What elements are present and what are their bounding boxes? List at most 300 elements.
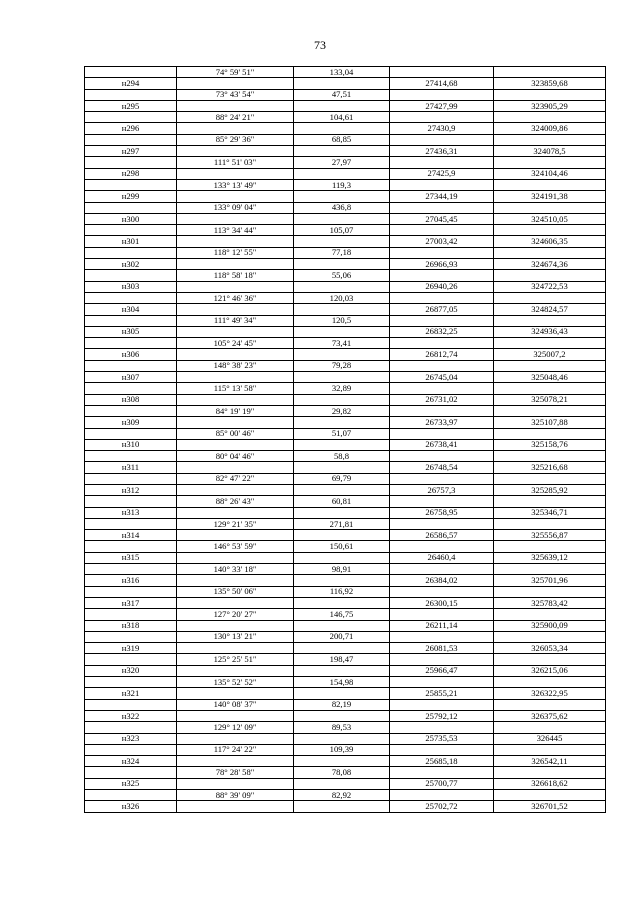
distance-cell: 133,04 <box>294 67 390 78</box>
x-coordinate-cell <box>390 134 494 145</box>
y-coordinate-cell <box>494 518 606 529</box>
distance-cell <box>294 756 390 767</box>
distance-cell: 78,08 <box>294 767 390 778</box>
point-row <box>85 801 606 812</box>
angle-cell: 80° 04' 46" <box>177 451 294 462</box>
y-coordinate-cell <box>494 541 606 552</box>
point-name-cell: н320 <box>85 665 177 676</box>
page-number: 73 <box>314 38 326 52</box>
y-coordinate-cell <box>494 722 606 733</box>
point-name-cell: н306 <box>85 349 177 360</box>
point-name-cell <box>85 157 177 168</box>
x-coordinate-cell: 26966,93 <box>390 259 494 270</box>
point-name-cell <box>85 338 177 349</box>
y-coordinate-cell: 325048,46 <box>494 372 606 383</box>
y-coordinate-cell: 325285,92 <box>494 484 606 495</box>
point-row <box>85 281 606 292</box>
point-name-cell <box>85 744 177 755</box>
angle-cell: 85° 00' 46" <box>177 428 294 439</box>
segment-row <box>85 67 606 78</box>
y-coordinate-cell: 325007,2 <box>494 349 606 360</box>
point-row <box>85 304 606 315</box>
segment-row <box>85 112 606 123</box>
angle-cell: 111° 49' 34" <box>177 315 294 326</box>
x-coordinate-cell <box>390 270 494 281</box>
segment-row <box>85 790 606 801</box>
segment-row <box>85 270 606 281</box>
point-name-cell <box>85 496 177 507</box>
angle-cell <box>177 100 294 111</box>
distance-cell: 82,19 <box>294 699 390 710</box>
angle-cell <box>177 236 294 247</box>
distance-cell <box>294 665 390 676</box>
segment-row <box>85 247 606 258</box>
point-row <box>85 168 606 179</box>
y-coordinate-cell <box>494 744 606 755</box>
distance-cell <box>294 417 390 428</box>
point-name-cell: н299 <box>85 191 177 202</box>
y-coordinate-cell <box>494 383 606 394</box>
y-coordinate-cell <box>494 428 606 439</box>
point-row <box>85 575 606 586</box>
distance-cell: 154,98 <box>294 677 390 688</box>
distance-cell: 271,81 <box>294 518 390 529</box>
distance-cell <box>294 146 390 157</box>
point-name-cell <box>85 790 177 801</box>
angle-cell <box>177 349 294 360</box>
point-name-cell: н321 <box>85 688 177 699</box>
segment-row <box>85 202 606 213</box>
angle-cell <box>177 552 294 563</box>
point-row <box>85 552 606 563</box>
y-coordinate-cell: 324936,43 <box>494 326 606 337</box>
distance-cell <box>294 620 390 631</box>
distance-cell <box>294 778 390 789</box>
angle-cell: 133° 09' 04" <box>177 202 294 213</box>
angle-cell <box>177 484 294 495</box>
x-coordinate-cell: 26384,02 <box>390 575 494 586</box>
angle-cell: 88° 26' 43" <box>177 496 294 507</box>
x-coordinate-cell <box>390 338 494 349</box>
angle-cell <box>177 575 294 586</box>
point-name-cell: н308 <box>85 394 177 405</box>
x-coordinate-cell: 27436,31 <box>390 146 494 157</box>
point-name-cell <box>85 451 177 462</box>
point-row <box>85 665 606 676</box>
point-row <box>85 372 606 383</box>
x-coordinate-cell <box>390 722 494 733</box>
x-coordinate-cell <box>390 631 494 642</box>
angle-cell: 140° 33' 18" <box>177 564 294 575</box>
x-coordinate-cell <box>390 405 494 416</box>
distance-cell <box>294 710 390 721</box>
point-name-cell <box>85 67 177 78</box>
y-coordinate-cell: 325158,76 <box>494 439 606 450</box>
y-coordinate-cell: 326542,11 <box>494 756 606 767</box>
x-coordinate-cell <box>390 292 494 303</box>
x-coordinate-cell <box>390 564 494 575</box>
angle-cell <box>177 191 294 202</box>
segment-row <box>85 473 606 484</box>
x-coordinate-cell: 25685,18 <box>390 756 494 767</box>
distance-cell <box>294 643 390 654</box>
angle-cell <box>177 394 294 405</box>
point-name-cell: н307 <box>85 372 177 383</box>
segment-row <box>85 541 606 552</box>
distance-cell: 436,8 <box>294 202 390 213</box>
segment-row <box>85 225 606 236</box>
coordinates-table-body <box>85 67 606 813</box>
y-coordinate-cell: 324191,38 <box>494 191 606 202</box>
point-name-cell: н294 <box>85 78 177 89</box>
y-coordinate-cell <box>494 202 606 213</box>
distance-cell <box>294 100 390 111</box>
y-coordinate-cell <box>494 225 606 236</box>
angle-cell: 127° 20' 27" <box>177 609 294 620</box>
segment-row <box>85 631 606 642</box>
point-name-cell: н303 <box>85 281 177 292</box>
angle-cell <box>177 326 294 337</box>
point-name-cell <box>85 428 177 439</box>
y-coordinate-cell <box>494 157 606 168</box>
point-row <box>85 417 606 428</box>
angle-cell <box>177 597 294 608</box>
x-coordinate-cell: 26733,97 <box>390 417 494 428</box>
x-coordinate-cell: 26758,95 <box>390 507 494 518</box>
angle-cell <box>177 756 294 767</box>
segment-row <box>85 564 606 575</box>
y-coordinate-cell: 325639,12 <box>494 552 606 563</box>
x-coordinate-cell: 27344,19 <box>390 191 494 202</box>
y-coordinate-cell <box>494 564 606 575</box>
distance-cell: 60,81 <box>294 496 390 507</box>
distance-cell: 79,28 <box>294 360 390 371</box>
point-name-cell <box>85 586 177 597</box>
y-coordinate-cell: 324722,53 <box>494 281 606 292</box>
y-coordinate-cell <box>494 89 606 100</box>
x-coordinate-cell <box>390 202 494 213</box>
distance-cell: 120,5 <box>294 315 390 326</box>
point-row <box>85 688 606 699</box>
y-coordinate-cell: 323859,68 <box>494 78 606 89</box>
x-coordinate-cell <box>390 586 494 597</box>
point-row <box>85 462 606 473</box>
segment-row <box>85 586 606 597</box>
x-coordinate-cell: 26832,25 <box>390 326 494 337</box>
distance-cell: 146,75 <box>294 609 390 620</box>
point-name-cell <box>85 383 177 394</box>
point-name-cell: н325 <box>85 778 177 789</box>
y-coordinate-cell <box>494 315 606 326</box>
angle-cell <box>177 146 294 157</box>
point-row <box>85 756 606 767</box>
distance-cell <box>294 191 390 202</box>
distance-cell <box>294 326 390 337</box>
angle-cell: 82° 47' 22" <box>177 473 294 484</box>
angle-cell: 88° 24' 21" <box>177 112 294 123</box>
point-name-cell: н311 <box>85 462 177 473</box>
point-row <box>85 259 606 270</box>
point-name-cell: н295 <box>85 100 177 111</box>
point-row <box>85 146 606 157</box>
point-name-cell <box>85 292 177 303</box>
coordinates-table <box>84 66 606 813</box>
distance-cell: 69,79 <box>294 473 390 484</box>
segment-row <box>85 767 606 778</box>
y-coordinate-cell: 326701,52 <box>494 801 606 812</box>
angle-cell <box>177 643 294 654</box>
y-coordinate-cell <box>494 677 606 688</box>
point-row <box>85 597 606 608</box>
y-coordinate-cell <box>494 67 606 78</box>
angle-cell: 85° 29' 36" <box>177 134 294 145</box>
angle-cell: 74° 59' 51" <box>177 67 294 78</box>
point-name-cell: н315 <box>85 552 177 563</box>
angle-cell <box>177 688 294 699</box>
point-name-cell <box>85 112 177 123</box>
distance-cell: 27,97 <box>294 157 390 168</box>
point-name-cell <box>85 405 177 416</box>
distance-cell: 32,89 <box>294 383 390 394</box>
y-coordinate-cell <box>494 790 606 801</box>
distance-cell <box>294 304 390 315</box>
angle-cell: 105° 24' 45" <box>177 338 294 349</box>
point-name-cell: н322 <box>85 710 177 721</box>
angle-cell: 118° 58' 18" <box>177 270 294 281</box>
point-name-cell: н317 <box>85 597 177 608</box>
distance-cell <box>294 372 390 383</box>
y-coordinate-cell <box>494 247 606 258</box>
angle-cell <box>177 281 294 292</box>
x-coordinate-cell: 26748,54 <box>390 462 494 473</box>
distance-cell: 68,85 <box>294 134 390 145</box>
point-name-cell <box>85 631 177 642</box>
y-coordinate-cell: 324824,57 <box>494 304 606 315</box>
distance-cell: 82,92 <box>294 790 390 801</box>
y-coordinate-cell <box>494 473 606 484</box>
angle-cell <box>177 507 294 518</box>
x-coordinate-cell <box>390 247 494 258</box>
y-coordinate-cell: 324104,46 <box>494 168 606 179</box>
point-name-cell <box>85 225 177 236</box>
segment-row <box>85 699 606 710</box>
point-name-cell: н312 <box>85 484 177 495</box>
angle-cell <box>177 304 294 315</box>
angle-cell: 115° 13' 58" <box>177 383 294 394</box>
x-coordinate-cell: 26738,41 <box>390 439 494 450</box>
segment-row <box>85 428 606 439</box>
distance-cell <box>294 507 390 518</box>
angle-cell <box>177 372 294 383</box>
x-coordinate-cell: 26300,15 <box>390 597 494 608</box>
y-coordinate-cell <box>494 134 606 145</box>
point-name-cell <box>85 270 177 281</box>
angle-cell <box>177 530 294 541</box>
point-name-cell <box>85 89 177 100</box>
point-row <box>85 236 606 247</box>
point-name-cell: н324 <box>85 756 177 767</box>
x-coordinate-cell <box>390 428 494 439</box>
x-coordinate-cell <box>390 518 494 529</box>
segment-row <box>85 338 606 349</box>
point-name-cell <box>85 699 177 710</box>
distance-cell: 198,47 <box>294 654 390 665</box>
point-name-cell: н319 <box>85 643 177 654</box>
angle-cell: 117° 24' 22" <box>177 744 294 755</box>
y-coordinate-cell: 325078,21 <box>494 394 606 405</box>
point-row <box>85 530 606 541</box>
x-coordinate-cell <box>390 473 494 484</box>
angle-cell <box>177 439 294 450</box>
distance-cell: 47,51 <box>294 89 390 100</box>
angle-cell: 146° 53' 59" <box>177 541 294 552</box>
distance-cell <box>294 394 390 405</box>
x-coordinate-cell <box>390 67 494 78</box>
point-row <box>85 191 606 202</box>
distance-cell: 29,82 <box>294 405 390 416</box>
segment-row <box>85 451 606 462</box>
angle-cell: 113° 34' 44" <box>177 225 294 236</box>
distance-cell <box>294 168 390 179</box>
point-name-cell: н297 <box>85 146 177 157</box>
angle-cell: 78° 28' 58" <box>177 767 294 778</box>
x-coordinate-cell: 26460,4 <box>390 552 494 563</box>
point-name-cell <box>85 179 177 190</box>
y-coordinate-cell: 324009,86 <box>494 123 606 134</box>
y-coordinate-cell: 326053,34 <box>494 643 606 654</box>
angle-cell: 130° 13' 21" <box>177 631 294 642</box>
x-coordinate-cell: 26745,04 <box>390 372 494 383</box>
distance-cell: 104,61 <box>294 112 390 123</box>
point-name-cell: н323 <box>85 733 177 744</box>
point-name-cell <box>85 767 177 778</box>
angle-cell: 135° 50' 06" <box>177 586 294 597</box>
point-row <box>85 394 606 405</box>
distance-cell: 200,71 <box>294 631 390 642</box>
distance-cell: 150,61 <box>294 541 390 552</box>
distance-cell: 116,92 <box>294 586 390 597</box>
y-coordinate-cell: 324078,5 <box>494 146 606 157</box>
y-coordinate-cell: 326322,95 <box>494 688 606 699</box>
y-coordinate-cell: 323905,29 <box>494 100 606 111</box>
x-coordinate-cell: 25735,53 <box>390 733 494 744</box>
point-name-cell: н298 <box>85 168 177 179</box>
point-row <box>85 100 606 111</box>
distance-cell <box>294 530 390 541</box>
point-row <box>85 620 606 631</box>
x-coordinate-cell: 26877,05 <box>390 304 494 315</box>
x-coordinate-cell <box>390 112 494 123</box>
distance-cell <box>294 484 390 495</box>
x-coordinate-cell: 26940,26 <box>390 281 494 292</box>
angle-cell <box>177 801 294 812</box>
x-coordinate-cell <box>390 790 494 801</box>
distance-cell <box>294 439 390 450</box>
point-row <box>85 349 606 360</box>
angle-cell: 125° 25' 51" <box>177 654 294 665</box>
y-coordinate-cell: 325701,96 <box>494 575 606 586</box>
y-coordinate-cell <box>494 112 606 123</box>
y-coordinate-cell <box>494 270 606 281</box>
distance-cell <box>294 281 390 292</box>
y-coordinate-cell <box>494 586 606 597</box>
x-coordinate-cell <box>390 496 494 507</box>
y-coordinate-cell <box>494 496 606 507</box>
distance-cell: 109,39 <box>294 744 390 755</box>
x-coordinate-cell: 26586,57 <box>390 530 494 541</box>
angle-cell: 118° 12' 55" <box>177 247 294 258</box>
segment-row <box>85 677 606 688</box>
x-coordinate-cell <box>390 89 494 100</box>
distance-cell <box>294 801 390 812</box>
segment-row <box>85 383 606 394</box>
point-name-cell: н313 <box>85 507 177 518</box>
y-coordinate-cell <box>494 292 606 303</box>
point-row <box>85 710 606 721</box>
point-name-cell <box>85 473 177 484</box>
y-coordinate-cell: 326618,62 <box>494 778 606 789</box>
angle-cell <box>177 78 294 89</box>
distance-cell: 73,41 <box>294 338 390 349</box>
angle-cell: 73° 43' 54" <box>177 89 294 100</box>
distance-cell: 55,06 <box>294 270 390 281</box>
y-coordinate-cell <box>494 631 606 642</box>
point-name-cell: н310 <box>85 439 177 450</box>
x-coordinate-cell <box>390 157 494 168</box>
distance-cell: 51,07 <box>294 428 390 439</box>
segment-row <box>85 292 606 303</box>
point-name-cell: н302 <box>85 259 177 270</box>
point-name-cell: н304 <box>85 304 177 315</box>
y-coordinate-cell <box>494 654 606 665</box>
x-coordinate-cell: 26757,3 <box>390 484 494 495</box>
point-name-cell <box>85 722 177 733</box>
segment-row <box>85 134 606 145</box>
distance-cell <box>294 78 390 89</box>
segment-row <box>85 496 606 507</box>
x-coordinate-cell: 26812,74 <box>390 349 494 360</box>
x-coordinate-cell: 25966,47 <box>390 665 494 676</box>
distance-cell <box>294 259 390 270</box>
distance-cell: 98,91 <box>294 564 390 575</box>
angle-cell: 88° 39' 09" <box>177 790 294 801</box>
segment-row <box>85 518 606 529</box>
point-name-cell: н326 <box>85 801 177 812</box>
x-coordinate-cell: 25855,21 <box>390 688 494 699</box>
y-coordinate-cell: 325556,87 <box>494 530 606 541</box>
segment-row <box>85 744 606 755</box>
point-row <box>85 123 606 134</box>
x-coordinate-cell: 27430,9 <box>390 123 494 134</box>
segment-row <box>85 654 606 665</box>
point-name-cell <box>85 134 177 145</box>
point-row <box>85 326 606 337</box>
x-coordinate-cell <box>390 677 494 688</box>
segment-row <box>85 360 606 371</box>
x-coordinate-cell <box>390 360 494 371</box>
angle-cell: 140° 08' 37" <box>177 699 294 710</box>
x-coordinate-cell <box>390 225 494 236</box>
segment-row <box>85 315 606 326</box>
segment-row <box>85 722 606 733</box>
y-coordinate-cell <box>494 338 606 349</box>
point-row <box>85 778 606 789</box>
y-coordinate-cell: 326445 <box>494 733 606 744</box>
angle-cell <box>177 462 294 473</box>
point-row <box>85 439 606 450</box>
x-coordinate-cell: 27427,99 <box>390 100 494 111</box>
angle-cell <box>177 665 294 676</box>
